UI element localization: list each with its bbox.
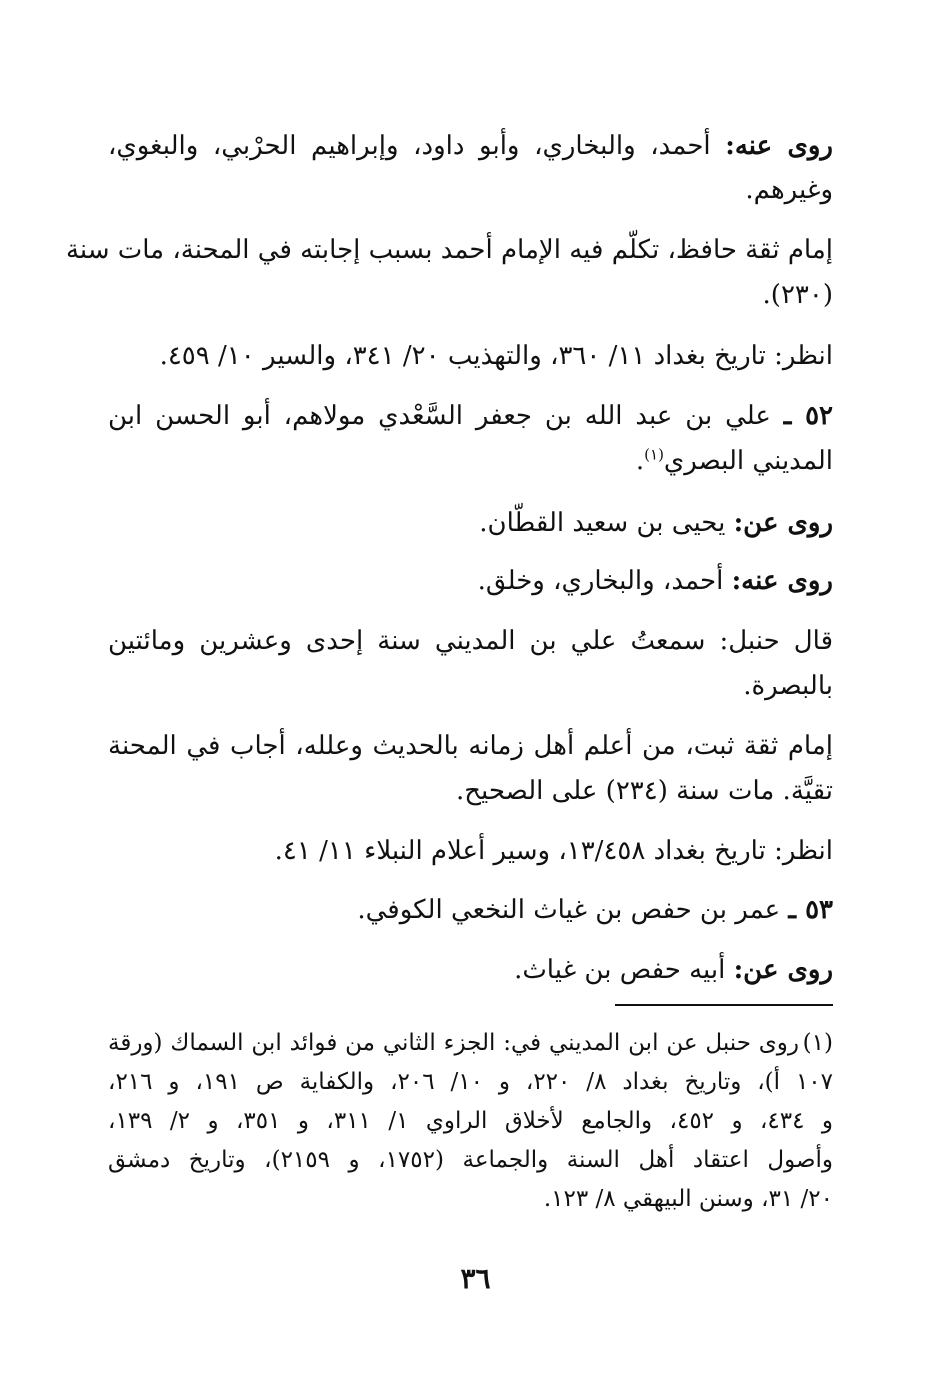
reference-line: انظر: تاريخ بغداد ١٣/٤٥٨، وسير أعلام النبلاء ١١/ ٤١. <box>274 836 833 866</box>
text-line <box>108 128 833 164</box>
text-line <box>478 563 833 599</box>
footnote-line: ١٠٧ أ)، وتاريخ بغداد ٨/ ٢٢٠، و ١٠/ ٢٠٦، والكفاية ص ١٩١، و ٢١٦، <box>108 1069 834 1095</box>
entry-number: ٥٣ ـ <box>788 895 833 925</box>
text-line: تقيَّة. مات سنة (٢٣٤) على الصحيح. <box>455 776 833 806</box>
entry-heading <box>108 398 833 434</box>
footnote-line: و ٤٣٤، و ٤٥٢، والجامع لأخلاق الراوي ١/ ٣١١، و ٣٥١، و ٢/ ١٣٩، <box>108 1108 833 1134</box>
entry-title: عمر بن حفص بن غياث النخعي الكوفي. <box>357 895 781 925</box>
text-line: إمام ثقة ثبت، من أعلم أهل زمانه بالحديث وعلله، أجاب في المحنة <box>108 731 833 761</box>
page-number: ٣٦ <box>460 1262 491 1295</box>
footnote-separator <box>615 1004 833 1006</box>
text-line: قال حنبل: سمعتُ علي بن المديني سنة إحدى وعشرين ومائتين <box>108 626 833 656</box>
footnote-ref: (١) <box>644 445 664 464</box>
period: . <box>635 446 645 476</box>
text-line: (٢٣٠). <box>762 280 833 310</box>
text-line <box>479 505 833 541</box>
text-line <box>636 443 833 479</box>
narrated-from-label: روى عن: <box>733 508 833 538</box>
narrated-from-text: يحيى بن سعيد القطّان. <box>479 508 726 538</box>
footnote-line: وأصول اعتقاد أهل السنة والجماعة (١٧٥٢، و ٢١٥٩)، وتاريخ دمشق <box>108 1147 833 1173</box>
entry-title: علي بن عبد الله بن جعفر السَّعْدي مولاهم، أبو الحسن ابن <box>108 401 771 431</box>
narrated-from-text: أبيه حفص بن غياث. <box>514 955 726 985</box>
narrators-from-text: أحمد، والبخاري، وأبو داود، وإبراهيم الحرْبي، والبغوي، <box>108 131 711 161</box>
footnote-marker: (١) <box>802 1030 833 1056</box>
entry-number: ٥٢ ـ <box>783 401 834 431</box>
text-line: وغيرهم. <box>745 175 833 205</box>
narrators-from-label: روى عنه: <box>731 566 833 596</box>
text-line: إمام ثقة حافظ، تكلّم فيه الإمام أحمد بسبب إجابته في المحنة، مات سنة <box>65 235 833 265</box>
reference-line: انظر: تاريخ بغداد ١١/ ٣٦٠، والتهذيب ٢٠/ ٣٤١، والسير ١٠/ ٤٥٩. <box>159 341 833 371</box>
entry-heading <box>357 892 833 928</box>
text-line: بالبصرة. <box>743 671 833 701</box>
narrated-from-label: روى عن: <box>733 955 833 985</box>
footnote-line: روى حنبل عن ابن المديني في: الجزء الثاني من فوائد ابن السماك (ورقة <box>108 1030 799 1056</box>
footnote-line: ٢٠/ ٣١، وسنن البيهقي ٨/ ١٢٣. <box>543 1186 833 1212</box>
narrators-from-text: أحمد، والبخاري، وخلق. <box>477 566 724 596</box>
narrators-from-label: روى عنه: <box>725 131 833 161</box>
text-line <box>514 952 833 988</box>
entry-title-cont: المديني البصري <box>663 446 833 476</box>
